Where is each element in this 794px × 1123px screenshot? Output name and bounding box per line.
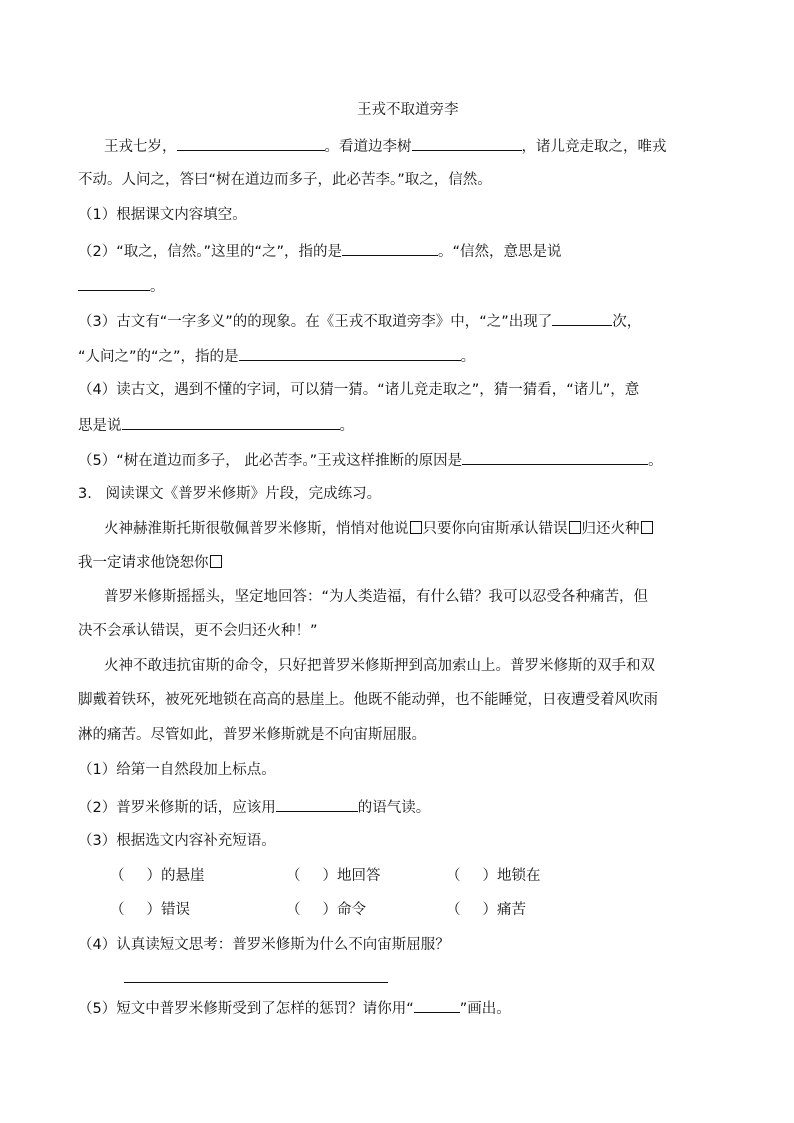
question-1-1: （1）根据课文内容填空。: [78, 207, 247, 223]
passage-text: 我一定请求他饶恕你: [78, 555, 209, 571]
question-text: 的语气读。: [357, 800, 431, 816]
phrase-item[interactable]: [446, 900, 566, 920]
question-3-3: （3）根据选文内容补充短语。: [78, 833, 276, 849]
question-3-5: [78, 997, 511, 1019]
paren-open: （: [286, 868, 301, 884]
question-text: 。: [150, 279, 165, 295]
answer-blank[interactable]: [122, 414, 340, 430]
section-3-para-2: 普罗米修斯摇摇头，坚定地回答：“为人类造福，有什么错？我可以忍受各种痛苦，但: [104, 589, 649, 605]
paren-close: ）: [322, 868, 337, 884]
phrase-text: 的悬崖: [161, 868, 205, 884]
question-3-2: [78, 796, 430, 818]
question-text: 。: [648, 453, 663, 469]
paren-open: （: [286, 902, 301, 918]
answer-blank[interactable]: [412, 135, 522, 151]
passage-text: 。看道边李树: [324, 139, 412, 155]
passage-text: 王戎七岁，: [104, 139, 177, 155]
question-3-4: （4）认真读短文思考：普罗米修斯为什么不向宙斯屈服？: [78, 937, 450, 953]
question-1-2-cont: [78, 275, 165, 297]
section-3-para-3: 火神不敢违抗宙斯的命令，只好把普罗米修斯押到高加索山上。普罗米修斯的双手和双: [104, 658, 655, 674]
section-3-para-3-cont-2: 淋的痛苦。尽管如此，普罗米修斯就是不向宙斯屈服。: [78, 727, 426, 743]
paren-close: ）: [482, 868, 497, 884]
phrase-item[interactable]: [286, 866, 446, 886]
punctuation-box[interactable]: [410, 521, 422, 534]
paren-close: ）: [146, 902, 161, 918]
question-1-3-cont: [78, 345, 475, 367]
phrase-row-2: [110, 900, 566, 920]
section-3-heading: 3. 阅读课文《普罗米修斯》片段，完成练习。: [78, 486, 382, 502]
question-1-3: [78, 310, 641, 332]
question-text: （5）“树在道边而多子， 此必苦李。”王戎这样推断的原因是: [78, 453, 463, 469]
question-text: 。: [339, 418, 354, 434]
answer-blank[interactable]: [552, 310, 612, 326]
punctuation-box[interactable]: [641, 521, 653, 534]
section-3-para-1: [104, 519, 654, 539]
question-text: 。: [460, 349, 476, 365]
question-3-1: （1）给第一自然段加上标点。: [78, 762, 276, 778]
answer-blank[interactable]: [462, 449, 648, 465]
question-text: 次，: [612, 314, 642, 330]
question-text: （2）普罗米修斯的话，应该用: [78, 800, 276, 816]
paren-open: （: [110, 868, 125, 884]
paren-close: ）: [146, 868, 161, 884]
phrase-item[interactable]: [110, 900, 286, 920]
question-text: 。“信然，意思是说: [438, 244, 562, 260]
paren-open: （: [110, 902, 125, 918]
question-text: （5）短文中普罗米修斯受到了怎样的惩罚？请你用“: [78, 1001, 414, 1017]
paren-close: ）: [322, 902, 337, 918]
page-title: 王戎不取道旁李: [357, 102, 459, 118]
question-1-4: （4）读古文，遇到不懂的字词，可以猜一猜。“诸儿竞走取之”，猜一猜看，“诸儿”，意: [78, 382, 640, 398]
phrase-item[interactable]: [110, 866, 286, 886]
answer-blank[interactable]: [239, 345, 461, 361]
answer-blank[interactable]: [342, 240, 438, 256]
answer-blank[interactable]: [177, 135, 325, 151]
phrase-text: 痛苦: [497, 902, 526, 918]
section-3-para-1-cont: [78, 553, 223, 573]
question-text: ”画出。: [459, 1001, 511, 1017]
phrase-text: 地锁在: [497, 868, 541, 884]
phrase-item[interactable]: [446, 866, 566, 886]
section-3-para-2-cont: 决不会承认错误，更不会归还火种！”: [78, 623, 318, 639]
passage-line-2: 不动。人问之，答曰“树在道边而多子，此必苦李。”取之，信然。: [78, 172, 492, 188]
underline-sample: [414, 997, 460, 1013]
question-1-5: [78, 449, 663, 471]
phrase-text: 错误: [161, 902, 190, 918]
answer-line[interactable]: [124, 982, 388, 983]
phrase-text: 命令: [337, 902, 366, 918]
question-1-2: [78, 240, 562, 262]
passage-text: 火神赫淮斯托斯很敬佩普罗米修斯，悄悄对他说: [104, 521, 409, 537]
passage-text: ，诸儿竞走取之，唯戎: [521, 139, 667, 155]
paren-close: ）: [482, 902, 497, 918]
question-1-4-cont: [78, 414, 354, 436]
paren-open: （: [446, 868, 461, 884]
phrase-text: 地回答: [337, 868, 381, 884]
answer-blank[interactable]: [276, 796, 358, 812]
paren-open: （: [446, 902, 461, 918]
passage-text: 只要你向宙斯承认错误: [422, 521, 568, 537]
passage-text: 归还火种: [581, 521, 640, 537]
section-3-para-3-cont-1: 脚戴着铁环，被死死地锁在高高的悬崖上。他既不能动弹，也不能睡觉，日夜遭受着风吹雨: [78, 692, 658, 708]
answer-blank[interactable]: [78, 275, 150, 291]
question-text: （2）“取之，信然。”这里的“之”，指的是: [78, 244, 343, 260]
phrase-row-1: [110, 866, 566, 886]
passage-line-1: [104, 135, 667, 157]
punctuation-box[interactable]: [569, 521, 581, 534]
question-text: （3）古文有“一字多义”的的现象。在《王戎不取道旁李》中，“之”出现了: [78, 314, 553, 330]
question-text: 思是说: [78, 418, 122, 434]
question-text: “人问之”的“之”，指的是: [78, 349, 239, 365]
phrase-item[interactable]: [286, 900, 446, 920]
punctuation-box[interactable]: [210, 555, 222, 568]
